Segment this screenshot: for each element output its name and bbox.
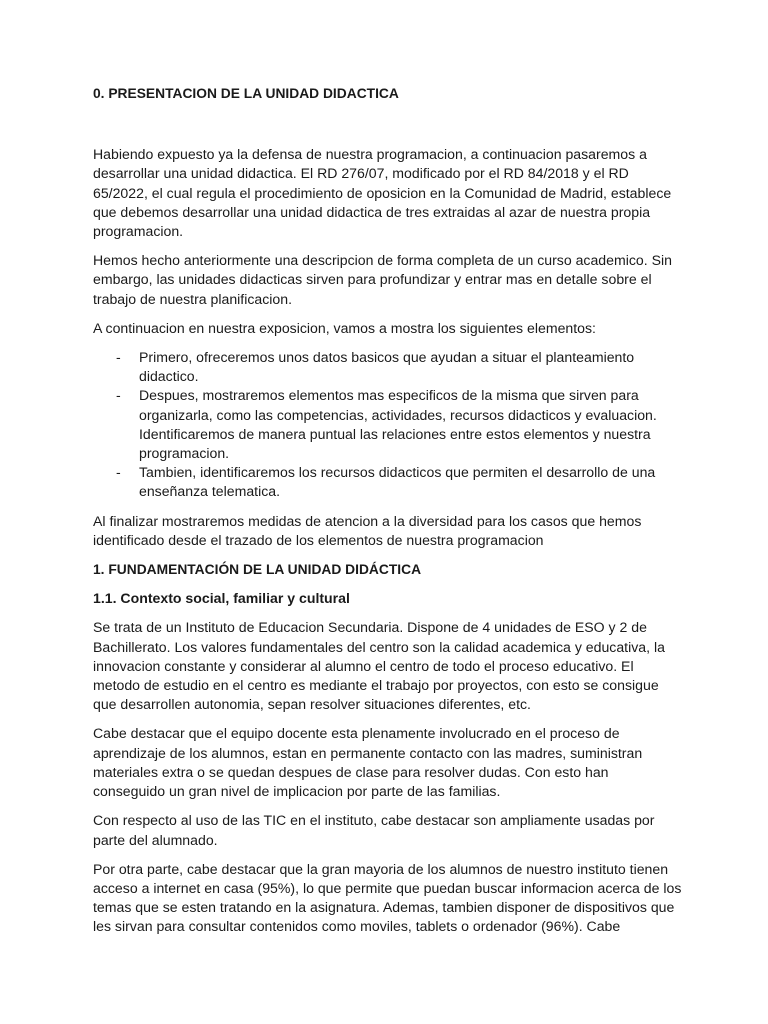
subsection-heading-contexto: 1.1. Contexto social, familiar y cultural [93,590,350,607]
paragraph-tic: Con respecto al uso de las TIC en el instituto, cabe destacar son ampliamente usadas por parte del alumnado. [93,812,655,848]
document-page [93,84,683,947]
paragraph-equipo-docente: Cabe destacar que el equipo docente esta plenamente involucrado en el proceso de aprendizaje de los alumnos, estan en permanente contacto con las madres, suministran materiales extra o se quedan despues de clase para resolver dudas. Con esto han conseguido un gran nivel de implicacion por parte de las familias. [93,725,643,800]
bullet-dash: - [116,387,121,404]
paragraph-exposicion: A continuacion en nuestra exposicion, vamos a mostra los siguientes elementos: [93,319,596,336]
list-item-text: Tambien, identificaremos los recursos didacticos que permiten el desarrollo de una enseñanza telematica. [139,464,656,500]
paragraph-curso: Hemos hecho anteriormente una descripcion de forma completa de un curso academico. Sin embargo, las unidades didacticas sirven para profundizar y entrar mas en detalle sobre el trabajo de nuestra planificacion. [93,252,672,307]
paragraph-diversidad: Al finalizar mostraremos medidas de atencion a la diversidad para los casos que hemos identificado desde el trazado de los elementos de nuestra programacion [93,512,642,548]
list-item [93,348,683,386]
list-item-text: Primero, ofreceremos unos datos basicos que ayudan a situar el planteamiento didactico. [139,349,635,385]
list-item-text: Despues, mostraremos elementos mas especificos de la misma que sirven para organizarla, como las competencias, actividades, recursos didacticos y evaluacion. Identificaremos de manera puntual las relaciones entre estos elementos y nuestra programacion. [139,387,657,462]
paragraph-intro: Habiendo expuesto ya la defensa de nuestra programacion, a continuacion pasaremos a desarrollar una unidad didactica. El RD 276/07, modificado por el RD 84/2018 y el RD 65/2022, el cual regula el procedimiento de oposicion en la Comunidad de Madrid, establece que debemos desarrollar una unidad didactica de tres extraidas al azar de nuestra propia programacion. [93,146,672,240]
paragraph-internet: Por otra parte, cabe destacar que la gran mayoria de los alumnos de nuestro instituto tienen acceso a internet en casa (95%), lo que permite que puedan buscar informacion acerca de los temas que se esten tratando en la asignatura. Ademas, tambien disponer de dispositivos que les sirvan para consultar contenidos como moviles, tablets o ordenador (96%). Cabe [93,860,682,935]
elements-list [93,348,683,502]
bullet-dash: - [116,464,121,481]
paragraph-instituto: Se trata de un Instituto de Educacion Secundaria. Dispone de 4 unidades de ESO y 2 de Bachillerato. Los valores fundamentales del centro son la calidad academica y educativa, la innovacion constante y considerar al alumno el centro de todo el proceso educativo. El metodo de estudio en el centro es mediante el trabajo por proyectos, con esto se consigue que desarrollen autonomia, sepan resolver situaciones diferentes, etc. [93,619,665,713]
list-item [93,386,683,463]
list-item [93,463,683,501]
bullet-dash: - [116,349,121,366]
section-heading-presentacion: 0. PRESENTACION DE LA UNIDAD DIDACTICA [93,86,399,101]
section-heading-fundamentacion: 1. FUNDAMENTACIÓN DE LA UNIDAD DIDÁCTICA [93,562,422,578]
